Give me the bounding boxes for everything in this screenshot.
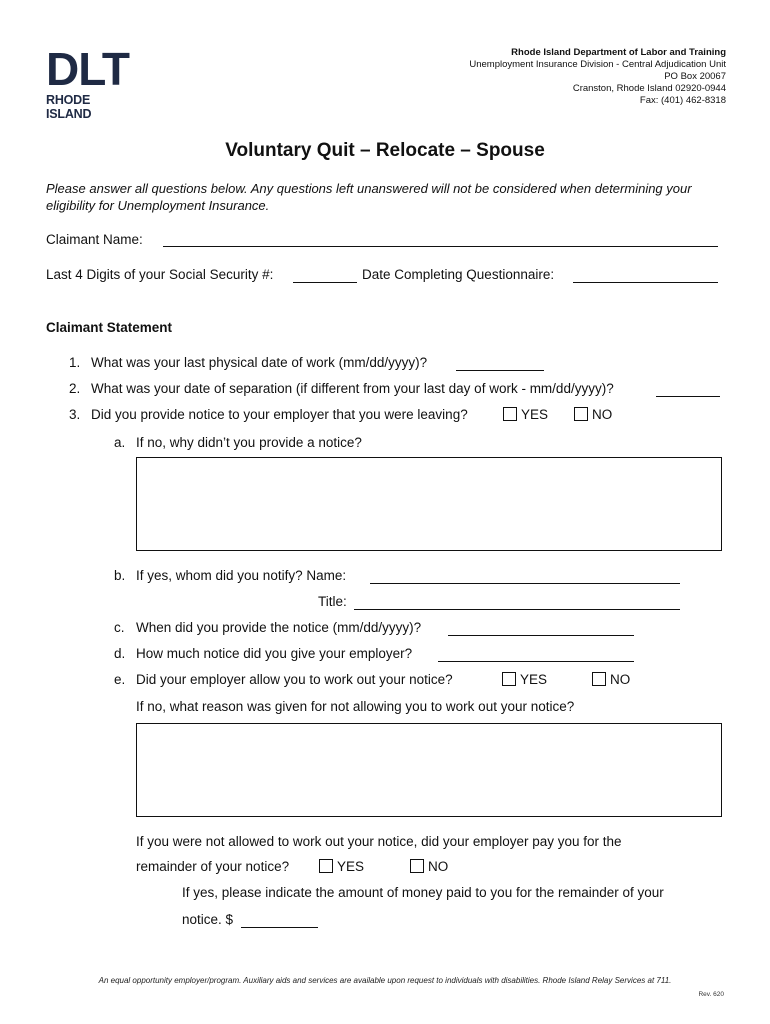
qe-yes-checkbox[interactable]	[502, 672, 516, 686]
question-3-number: 3.	[69, 407, 81, 422]
pay-yes-option[interactable]	[319, 859, 364, 874]
dlt-logo	[46, 43, 134, 121]
claimant-name-row	[46, 232, 143, 247]
qe-no-option[interactable]	[592, 672, 630, 687]
pay-yes-label: YES	[337, 859, 365, 874]
question-d-letter: d.	[114, 646, 126, 661]
pay-no-label: NO	[428, 859, 449, 874]
question-d-text: How much notice did you give your employer?	[136, 646, 413, 661]
section-title: Claimant Statement	[46, 320, 173, 335]
notified-title-field[interactable]	[354, 595, 680, 610]
pay-no-checkbox[interactable]	[410, 859, 424, 873]
q3-no-checkbox[interactable]	[574, 407, 588, 421]
notice-date-field[interactable]	[448, 621, 634, 636]
question-c-text: When did you provide the notice (mm/dd/yyyy)?	[136, 620, 422, 635]
date-field[interactable]	[573, 268, 718, 283]
instructions: Please answer all questions below. Any questions left unanswered will not be considered when determining your eligibility for Unemployment Insurance.	[46, 181, 692, 213]
question-2-number: 2.	[69, 381, 81, 396]
notified-name-field[interactable]	[370, 569, 680, 584]
amount-field[interactable]	[241, 913, 318, 928]
question-2-text: What was your date of separation (if different from your last day of work - mm/dd/yyyy)?	[91, 381, 614, 396]
ssn-field[interactable]	[293, 268, 357, 283]
question-e-text: Did your employer allow you to work out your notice?	[136, 672, 453, 687]
agency-city: Cranston, Rhode Island 02920-0944	[572, 83, 726, 94]
pay-question-line-1: If you were not allowed to work out your notice, did your employer pay you for the	[136, 834, 622, 849]
question-3-text: Did you provide notice to your employer that you were leaving?	[91, 407, 468, 422]
pay-no-option[interactable]	[410, 859, 448, 874]
q3-no-label: NO	[592, 407, 613, 422]
agency-name: Rhode Island Department of Labor and Training	[511, 47, 726, 58]
claimant-name-label: Claimant Name:	[46, 232, 143, 247]
agency-fax: Fax: (401) 462-8318	[639, 95, 726, 106]
last-work-date-field[interactable]	[456, 356, 544, 371]
separation-date-field[interactable]	[656, 382, 720, 397]
q3-yes-option[interactable]	[503, 407, 548, 422]
question-1-number: 1.	[69, 355, 81, 370]
question-e-followup: If no, what reason was given for not allowing you to work out your notice?	[136, 699, 575, 714]
question-a-text: If no, why didn’t you provide a notice?	[136, 435, 362, 450]
title-label: Title:	[318, 594, 347, 609]
question-1-text: What was your last physical date of work (mm/dd/yyyy)?	[91, 355, 428, 370]
qe-no-label: NO	[610, 672, 631, 687]
page-title: Voluntary Quit – Relocate – Spouse	[225, 140, 545, 161]
question-b-letter: b.	[114, 568, 126, 583]
qe-no-checkbox[interactable]	[592, 672, 606, 686]
agency-division: Unemployment Insurance Division - Central Adjudication Unit	[469, 59, 726, 70]
agency-pobox: PO Box 20067	[664, 71, 726, 82]
no-notice-reason-box[interactable]	[136, 457, 722, 551]
question-b-text: If yes, whom did you notify? Name:	[136, 568, 347, 583]
q3-no-option[interactable]	[574, 407, 612, 422]
work-out-notice-reason-box[interactable]	[136, 723, 722, 817]
pay-yes-checkbox[interactable]	[319, 859, 333, 873]
date-label: Date Completing Questionnaire:	[362, 267, 555, 282]
qe-yes-label: YES	[520, 672, 548, 687]
pay-question-line-2: remainder of your notice?	[136, 859, 290, 874]
agency-address	[469, 47, 726, 107]
amount-line-1: If yes, please indicate the amount of money paid to you for the remainder of your	[182, 885, 664, 900]
q3-yes-label: YES	[521, 407, 549, 422]
revision-number: Rev. 620	[698, 991, 724, 998]
logo-letters: DLT	[46, 43, 130, 95]
amount-line-2: notice. $	[182, 912, 234, 927]
logo-subtitle: RHODE ISLAND	[46, 93, 92, 121]
question-e-letter: e.	[114, 672, 126, 687]
q3-yes-checkbox[interactable]	[503, 407, 517, 421]
qe-yes-option[interactable]	[502, 672, 547, 687]
claimant-name-field[interactable]	[163, 232, 718, 247]
footer-note: An equal opportunity employer/program. Auxiliary aids and services are available upon request to individuals with disabilities. Rhode Island Relay Services at 711.	[98, 976, 672, 985]
ssn-label: Last 4 Digits of your Social Security #:	[46, 267, 274, 282]
notice-length-field[interactable]	[438, 647, 634, 662]
question-c-letter: c.	[114, 620, 125, 635]
question-a-letter: a.	[114, 435, 126, 450]
